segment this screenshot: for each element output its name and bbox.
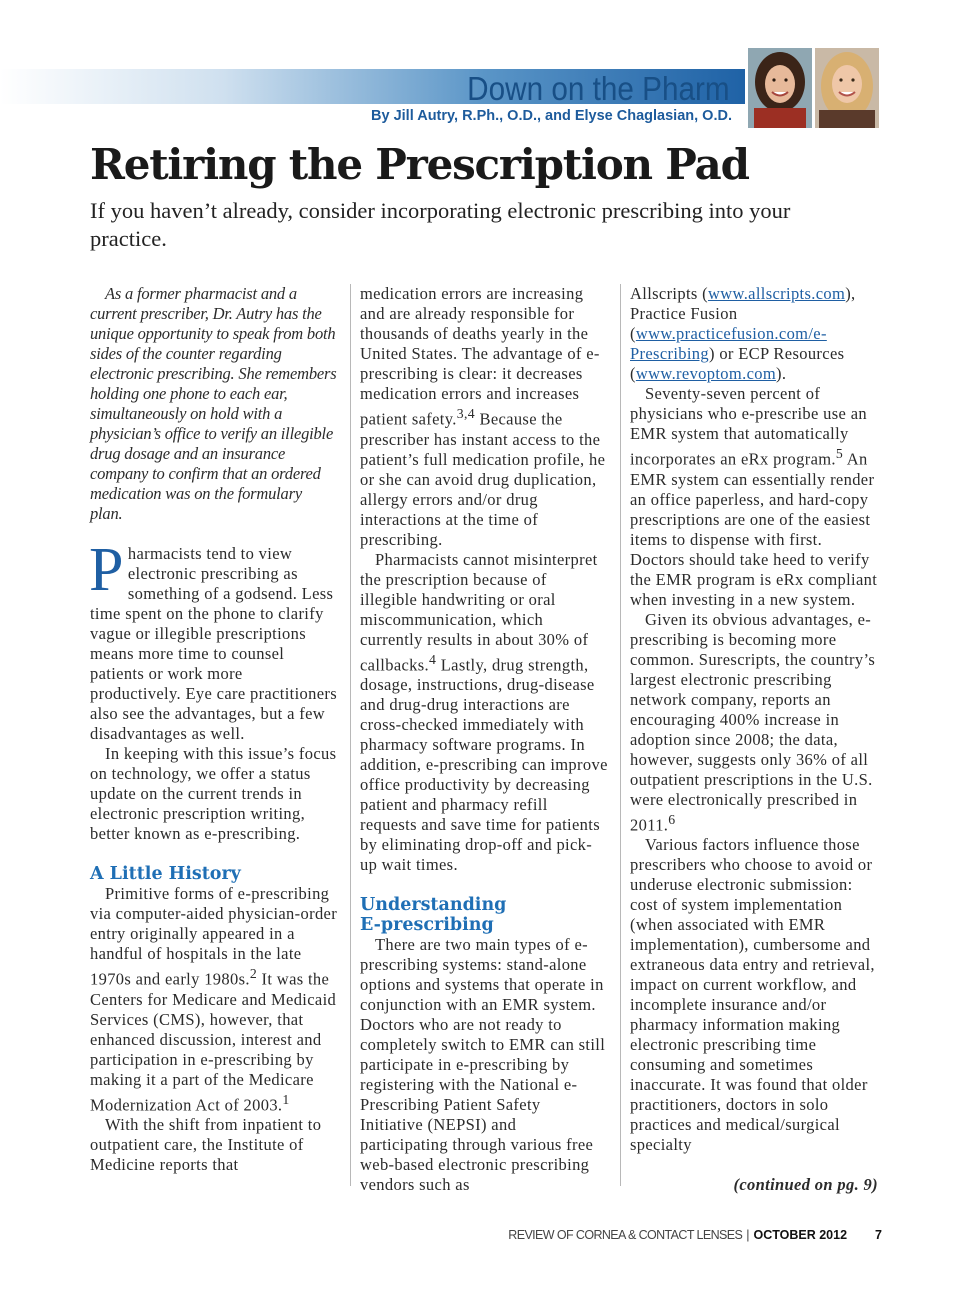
reference-marker: 1 (282, 1091, 290, 1107)
body-paragraph: Various factors influence those prescribers who choose to avoid or underuse electronic submission: cost of system implementation (when associated with EMR implementation), cumbersome and extraneous data entry and retrieval, impact on current workflow, and incomplete insurance and/or pharmacy information making electronic prescribing time consuming and sometimes inaccurate. It was found that older practitioners, doctors in solo practices and medical/surgical specialty (630, 835, 875, 1154)
footer-separator: | (746, 1228, 750, 1242)
reference-marker: 6 (668, 811, 676, 827)
byline: By Jill Autry, R.Ph., O.D., and Elyse Chaglasian, O.D. (371, 108, 732, 124)
reference-marker: 3,4 (456, 406, 475, 421)
column-1 (90, 284, 338, 1175)
column-3 (630, 284, 878, 1195)
author-photo-chaglasian (815, 48, 879, 128)
intro-paragraph: As a former pharmacist and a current prescriber, Dr. Autry has the unique opportunity to speak from both sides of the counter regarding electronic prescribing. She remembers holding one phone to each ear, simultaneously on hold with a physician’s office to verify an illegible drug dosage and an insurance company to confirm that an ordered medication was on the formulary plan. (90, 284, 337, 523)
author-photo-autry (748, 48, 812, 128)
column-2 (360, 284, 608, 1195)
body-paragraph: Pharmacists cannot misinterpret the prescription because of illegible handwriting or oral miscommunication, which currently results in about 30% of callbacks.$^4$ Lastly, drug strength, dosage, instructions, drug-disease and drug-drug interactions are cross-checked immediately with pharmacy software programs. In addition, e-prescribing can improve office productivity by decreasing patient and pharmacy refill requests and save time for patients by eliminating drop-off and pick-up wait times. (360, 549, 608, 874)
link-allscripts[interactable]: www.allscripts.com (707, 284, 846, 303)
body-paragraph: There are two main types of e-prescribing systems: stand-alone options and systems that operate in conjunction with an EMR system. Doctors who are not ready to completely switch to EMR can still participate in e-prescribing by registering with the National e-Prescribing Patient Safety Initiative (NEPSI) and participating through various free web-based electronic prescribing vendors such as (360, 935, 606, 1194)
body-paragraph: Pharmacists tend to view electronic prescribing as something of a godsend. Less time spent on the phone to clarify vague or illegible prescriptions means more time to counsel patients or work more productively. Eye care practitioners also see the advantages, but a few disadvantages as well. (89, 536, 338, 743)
publication-name: REVIEW OF CORNEA & CONTACT LENSES (508, 1228, 743, 1242)
column-title: Down on the Pharm (467, 70, 730, 107)
column-divider (620, 284, 621, 1186)
subhead-a-little-history: A Little History (90, 864, 241, 884)
body-paragraph: Given its obvious advantages, e-prescribing is becoming more common. Surescripts, the country’s largest electronic prescribing network company, reports an encouraging 400% increase in adoption since 2008; the data, however, suggests only 36% of all outpatient prescriptions in the U.S. were electronically prescribed in 2011.$^6$ (630, 609, 876, 834)
page-number: 7 (875, 1228, 882, 1242)
body-paragraph: medication errors are increasing and are already responsible for thousands of deaths yearly in the United States. The advantage of e-prescribing is clear: it decreases medication errors and increases patient safety.$^{3,4}$ Because the prescriber has instant access to the patient’s full medication profile, he or she can avoid drug duplication, allergy errors and/or drug interactions at the time of prescribing. (360, 284, 606, 549)
body-paragraph: Seventy-seven percent of physicians who e-prescribe use an EMR system that automatically incorporates an eRx program.$^5$ An EMR system can essentially render an office paperless, and hard-copy prescriptions are one of the easiest items to dispense with first. Doctors should take heed to verify the EMR program is eRx compliant when investing in a new system. (630, 384, 878, 609)
column-divider (350, 284, 351, 1186)
article-deck: If you haven’t already, consider incorporating electronic prescribing into your practice. (90, 198, 791, 251)
link-revoptom[interactable]: www.revoptom.com (635, 364, 777, 383)
subhead-understanding-e-prescribing: Understanding E-prescribing (360, 895, 507, 935)
body-paragraph: In keeping with this issue’s focus on technology, we offer a status update on the current trends in electronic prescription writing, better known as e-prescribing. (90, 744, 337, 843)
reference-marker: 4 (429, 651, 437, 667)
body-paragraph: With the shift from inpatient to outpatient care, the Institute of Medicine reports that (90, 1115, 322, 1174)
continued-note: (continued on pg. 9) (733, 1175, 878, 1194)
reference-marker: 2 (249, 966, 258, 981)
page-footer (508, 1228, 882, 1242)
drop-cap: P (89, 536, 124, 604)
article-title: Retiring the Prescription Pad (90, 140, 749, 189)
reference-marker: 5 (835, 446, 844, 461)
link-practice-fusion[interactable]: www.practicefusion.com/e-Prescribing (630, 324, 827, 363)
body-paragraph: Allscripts (www.allscripts.com), Practice Fusion (www.practicefusion.com/e-Prescribing) or ECP Resources (www.revoptom.com). (630, 284, 856, 383)
issue-date: OCTOBER 2012 (753, 1228, 848, 1242)
body-paragraph: Primitive forms of e-prescribing via computer-aided physician-order entry originally appeared in a handful of hospitals in the late 1970s and early 1980s.$^2$ It was the Centers for Medicare and Medicaid Services (CMS), however, that enhanced discussion, interest and participation in e-prescribing by making it a part of the Medicare Modernization Act of 2003.$^1$ (90, 884, 338, 1114)
